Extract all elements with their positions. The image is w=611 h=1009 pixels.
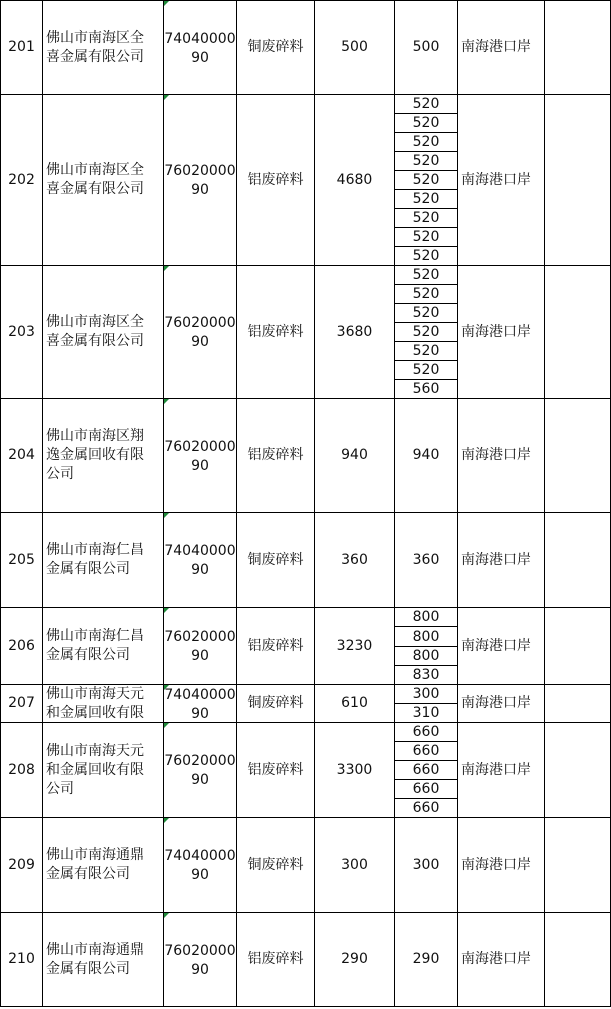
port-cell[interactable]: [458, 95, 545, 266]
note-cell[interactable]: [545, 95, 611, 266]
company-name-cell-text: 佛山市南海区全 喜金属有限公司: [46, 29, 144, 65]
total-weight-cell-text: 940: [341, 447, 368, 463]
hs-code-cell-text: 74040000 90: [164, 543, 236, 578]
note-cell[interactable]: [545, 266, 611, 399]
row-number-cell-text: 201: [8, 39, 35, 55]
row-number-cell[interactable]: [0, 913, 43, 1007]
weight-subcell[interactable]: 800: [395, 608, 458, 627]
total-weight-cell[interactable]: [315, 95, 395, 266]
item-name-cell[interactable]: [237, 723, 315, 818]
hs-code-cell-text: 76020000 90: [164, 315, 236, 350]
company-name-cell[interactable]: [43, 723, 164, 818]
company-name-cell[interactable]: [43, 266, 164, 399]
hs-code-cell[interactable]: [164, 399, 237, 513]
row-number-cell-text: 203: [8, 323, 35, 340]
port-cell[interactable]: [458, 0, 545, 95]
text-format-indicator-icon: [164, 685, 169, 690]
weights-cell-text: 940: [412, 447, 440, 463]
hs-code-cell[interactable]: [164, 913, 237, 1007]
row-number-cell-text: 209: [8, 856, 35, 873]
hs-code-cell[interactable]: [164, 0, 237, 95]
hs-code-cell-text: 74040000 90: [164, 30, 236, 66]
company-name-cell-text: 佛山市南海区全 喜金属有限公司: [46, 162, 144, 197]
weight-subcell[interactable]: 660: [395, 780, 458, 799]
hs-code-cell[interactable]: [164, 266, 237, 399]
total-weight-cell-text: 3300: [336, 761, 373, 778]
text-format-indicator-icon: [164, 95, 169, 100]
total-weight-cell-text: 3680: [336, 323, 373, 340]
row-number-cell-text: 208: [8, 761, 35, 778]
text-format-indicator-icon: [164, 818, 169, 823]
weight-subcell[interactable]: 520: [395, 361, 458, 380]
company-name-cell-text: 佛山市南海区全 喜金属有限公司: [46, 314, 144, 349]
weight-subcell[interactable]: 660: [395, 761, 458, 780]
weight-subcell[interactable]: 520: [395, 228, 458, 247]
total-weight-cell-text: 610: [341, 695, 368, 711]
text-format-indicator-icon: [164, 399, 169, 404]
total-weight-cell[interactable]: [315, 399, 395, 513]
total-weight-cell[interactable]: [315, 0, 395, 95]
row-number-cell[interactable]: [0, 399, 43, 513]
item-name-cell-text: 铜废碎料: [247, 695, 304, 711]
text-format-indicator-icon: [164, 913, 169, 918]
weight-subcell[interactable]: 560: [395, 380, 458, 399]
total-weight-cell-text: 360: [341, 551, 368, 568]
weight-subcell[interactable]: 520: [395, 323, 458, 342]
item-name-cell-text: 铝废碎料: [247, 637, 304, 654]
note-cell[interactable]: [545, 685, 611, 723]
total-weight-cell[interactable]: [315, 266, 395, 399]
note-cell[interactable]: [545, 723, 611, 818]
hs-code-cell-text: 76020000 90: [164, 438, 236, 474]
port-cell-text: 南海港口岸: [461, 856, 531, 873]
port-cell-text: 南海港口岸: [461, 171, 531, 188]
weights-cell-text: 360: [412, 551, 440, 568]
port-cell-text: 南海港口岸: [461, 695, 531, 711]
note-cell[interactable]: [545, 818, 611, 913]
row-number-cell[interactable]: [0, 723, 43, 818]
item-name-cell[interactable]: [237, 513, 315, 608]
company-name-cell[interactable]: [43, 95, 164, 266]
weights-cell-text: 300: [412, 856, 440, 873]
hs-code-cell[interactable]: [164, 685, 237, 723]
note-cell[interactable]: [545, 913, 611, 1007]
total-weight-cell-text: 4680: [336, 171, 373, 188]
company-name-cell[interactable]: [43, 818, 164, 913]
note-cell[interactable]: [545, 0, 611, 95]
total-weight-cell-text: 300: [341, 856, 368, 873]
company-name-cell[interactable]: [43, 399, 164, 513]
company-name-cell-text: 佛山市南海天元 和金属回收有限: [46, 685, 144, 721]
weight-subcell[interactable]: 520: [395, 304, 458, 323]
port-cell[interactable]: [458, 723, 545, 818]
company-name-cell-text: 佛山市南海仁昌 金属有限公司: [46, 628, 144, 663]
total-weight-cell[interactable]: [315, 685, 395, 723]
weight-subcell[interactable]: 830: [395, 666, 458, 685]
weight-subcell[interactable]: 520: [395, 266, 458, 285]
weight-subcell[interactable]: 520: [395, 95, 458, 114]
port-cell-text: 南海港口岸: [461, 637, 531, 654]
weight-subcell[interactable]: 300: [395, 685, 458, 704]
hs-code-cell[interactable]: [164, 723, 237, 818]
hs-code-cell-text: 76020000 90: [164, 629, 236, 664]
row-number-cell[interactable]: [0, 0, 43, 95]
row-number-cell-text: 204: [8, 447, 35, 463]
company-name-cell-text: 佛山市南海通鼎 金属有限公司: [46, 847, 144, 882]
hs-code-cell-text: 76020000 90: [164, 942, 236, 978]
row-number-cell-text: 207: [8, 695, 35, 711]
total-weight-cell[interactable]: [315, 513, 395, 608]
port-cell-text: 南海港口岸: [461, 951, 531, 967]
row-number-cell[interactable]: [0, 818, 43, 913]
port-cell[interactable]: [458, 513, 545, 608]
company-name-cell[interactable]: [43, 608, 164, 685]
row-number-cell-text: 205: [8, 551, 35, 568]
text-format-indicator-icon: [164, 513, 169, 518]
weight-subcell[interactable]: 520: [395, 247, 458, 266]
weights-cell[interactable]: [395, 399, 458, 513]
total-weight-cell[interactable]: [315, 818, 395, 913]
port-cell-text: 南海港口岸: [461, 551, 531, 568]
hs-code-cell[interactable]: [164, 95, 237, 266]
row-number-cell-text: 202: [8, 171, 35, 188]
port-cell[interactable]: [458, 685, 545, 723]
row-number-cell[interactable]: [0, 608, 43, 685]
hs-code-cell-text: 74040000 90: [164, 686, 236, 722]
item-name-cell[interactable]: [237, 0, 315, 95]
port-cell-text: 南海港口岸: [461, 39, 531, 55]
item-name-cell[interactable]: [237, 608, 315, 685]
row-number-cell-text: 210: [8, 951, 35, 967]
note-cell[interactable]: [545, 513, 611, 608]
weight-subcell[interactable]: 660: [395, 799, 458, 818]
total-weight-cell[interactable]: [315, 723, 395, 818]
total-weight-cell-text: 290: [341, 951, 368, 967]
weights-cell-text: 290: [412, 951, 440, 967]
port-cell[interactable]: [458, 818, 545, 913]
weight-subcell[interactable]: 520: [395, 342, 458, 361]
item-name-cell-text: 铝废碎料: [247, 447, 304, 463]
hs-code-cell-text: 74040000 90: [164, 848, 236, 883]
company-name-cell-text: 佛山市南海天元 和金属回收有限 公司: [46, 742, 144, 797]
company-name-cell[interactable]: [43, 0, 164, 95]
row-number-cell[interactable]: [0, 95, 43, 266]
company-name-cell[interactable]: [43, 513, 164, 608]
weight-subcell[interactable]: 800: [395, 647, 458, 666]
item-name-cell-text: 铝废碎料: [247, 761, 304, 778]
item-name-cell[interactable]: [237, 818, 315, 913]
port-cell-text: 南海港口岸: [461, 447, 531, 463]
total-weight-cell[interactable]: [315, 913, 395, 1007]
weights-cell[interactable]: [395, 818, 458, 913]
text-format-indicator-icon: [164, 723, 169, 728]
row-number-cell[interactable]: [0, 685, 43, 723]
item-name-cell-text: 铝废碎料: [247, 171, 304, 188]
row-number-cell[interactable]: [0, 266, 43, 399]
total-weight-cell-text: 3230: [336, 637, 373, 654]
item-name-cell-text: 铝废碎料: [247, 323, 304, 340]
text-format-indicator-icon: [164, 608, 169, 613]
port-cell-text: 南海港口岸: [461, 761, 531, 778]
weights-cell[interactable]: [395, 0, 458, 95]
weight-subcell[interactable]: 520: [395, 133, 458, 152]
text-format-indicator-icon: [164, 1, 169, 6]
company-name-cell-text: 佛山市南海仁昌 金属有限公司: [46, 542, 144, 577]
weight-subcell[interactable]: 660: [395, 742, 458, 761]
weights-cell[interactable]: [395, 513, 458, 608]
weight-subcell[interactable]: 520: [395, 190, 458, 209]
weight-subcell[interactable]: 310: [395, 704, 458, 723]
company-name-cell[interactable]: [43, 913, 164, 1007]
total-weight-cell[interactable]: [315, 608, 395, 685]
company-name-cell[interactable]: [43, 685, 164, 723]
hs-code-cell[interactable]: [164, 513, 237, 608]
weight-subcell[interactable]: 520: [395, 114, 458, 133]
row-number-cell[interactable]: [0, 513, 43, 608]
item-name-cell-text: 铜废碎料: [247, 39, 304, 55]
total-weight-cell-text: 500: [341, 39, 368, 55]
item-name-cell[interactable]: [237, 685, 315, 723]
port-cell[interactable]: [458, 608, 545, 685]
hs-code-cell-text: 76020000 90: [164, 753, 236, 788]
port-cell-text: 南海港口岸: [461, 323, 531, 340]
item-name-cell-text: 铜废碎料: [247, 551, 304, 568]
row-number-cell-text: 206: [8, 637, 35, 654]
port-cell[interactable]: [458, 399, 545, 513]
weight-subcell[interactable]: 800: [395, 627, 458, 647]
weight-subcell[interactable]: 520: [395, 285, 458, 304]
note-cell[interactable]: [545, 608, 611, 685]
weight-subcell[interactable]: 520: [395, 152, 458, 171]
weight-subcell[interactable]: 660: [395, 723, 458, 742]
hs-code-cell-text: 76020000 90: [164, 163, 236, 198]
hs-code-cell[interactable]: [164, 818, 237, 913]
item-name-cell[interactable]: [237, 913, 315, 1007]
hs-code-cell[interactable]: [164, 608, 237, 685]
text-format-indicator-icon: [164, 266, 169, 271]
item-name-cell[interactable]: [237, 266, 315, 399]
item-name-cell[interactable]: [237, 399, 315, 513]
item-name-cell[interactable]: [237, 95, 315, 266]
weights-cell-text: 500: [412, 39, 440, 55]
company-name-cell-text: 佛山市南海通鼎 金属有限公司: [46, 941, 144, 977]
item-name-cell-text: 铜废碎料: [247, 856, 304, 873]
weight-subcell[interactable]: 520: [395, 209, 458, 228]
weights-cell[interactable]: [395, 913, 458, 1007]
port-cell[interactable]: [458, 266, 545, 399]
weight-subcell[interactable]: 520: [395, 171, 458, 190]
port-cell[interactable]: [458, 913, 545, 1007]
item-name-cell-text: 铝废碎料: [247, 951, 304, 967]
note-cell[interactable]: [545, 399, 611, 513]
company-name-cell-text: 佛山市南海区翔 逸金属回收有限 公司: [46, 428, 144, 482]
